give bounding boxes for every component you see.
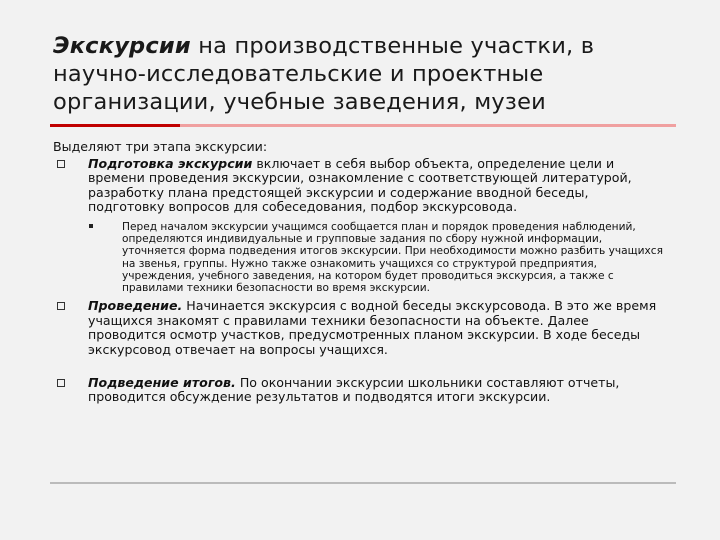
sub-item — [88, 221, 665, 294]
hollow-square-bullet-icon — [57, 379, 65, 387]
item-lead: Проведение. — [88, 298, 183, 314]
list-item-summary — [53, 376, 665, 405]
title-emphasis: Экскурсии — [53, 33, 191, 59]
sub-item-text: Перед началом экскурсии учащимся сообщается план и порядок проведения наблюдений, определяются индивидуальные и групповые задания по сбору нужной информации, уточняется форма подведения итогов экскурсии. При необходимости можно разбить учащихся на звенья, группы. Нужно также ознакомить учащихся со структурой предприятия, учреждения, учебного заведения, на котором будет проводиться экскурсия, а также с правилами техники безопасности во время экскурсии. — [122, 220, 663, 294]
list-item-conduct — [53, 299, 665, 357]
item-lead: Подготовка экскурсии — [88, 155, 253, 171]
title-underline — [50, 124, 676, 127]
item-text: включает в себя выбор объекта, определение цели и времени проведения экскурсии, ознакомление с соответствующей литературой, разработку плана предстоящей экскурсии и содержание вводной беседы, подготовку вопросов для собеседования, подбор экскурсовода. — [88, 155, 632, 215]
item-text: Начинается экскурсия с водной беседы экскурсовода. В это же время учащихся знакомят с правилами техники безопасности на объекте. Далее проводится осмотр участков, предусмотренных планом экскурсии. В ходе беседы экскурсовод отвечает на вопросы учащихся. — [88, 298, 657, 357]
footer-rule — [50, 482, 676, 484]
hollow-square-bullet-icon — [57, 302, 65, 310]
title-rest: на производственные участки, в научно-исследовательские и проектные организации, учебные заведения, музеи — [53, 33, 595, 115]
filled-square-bullet-icon — [89, 224, 93, 228]
title-underline-accent — [50, 124, 180, 127]
list-item-preparation — [53, 157, 665, 295]
item-text: По окончании экскурсии школьники составляют отчеты, проводится обсуждение результатов и подводятся итоги экскурсии. — [88, 374, 620, 405]
slide-title — [53, 32, 683, 116]
hollow-square-bullet-icon — [57, 160, 65, 168]
slide-body — [53, 140, 665, 405]
intro-text: Выделяют три этапа экскурсии: — [53, 139, 268, 154]
item-lead: Подведение итогов. — [88, 374, 236, 390]
